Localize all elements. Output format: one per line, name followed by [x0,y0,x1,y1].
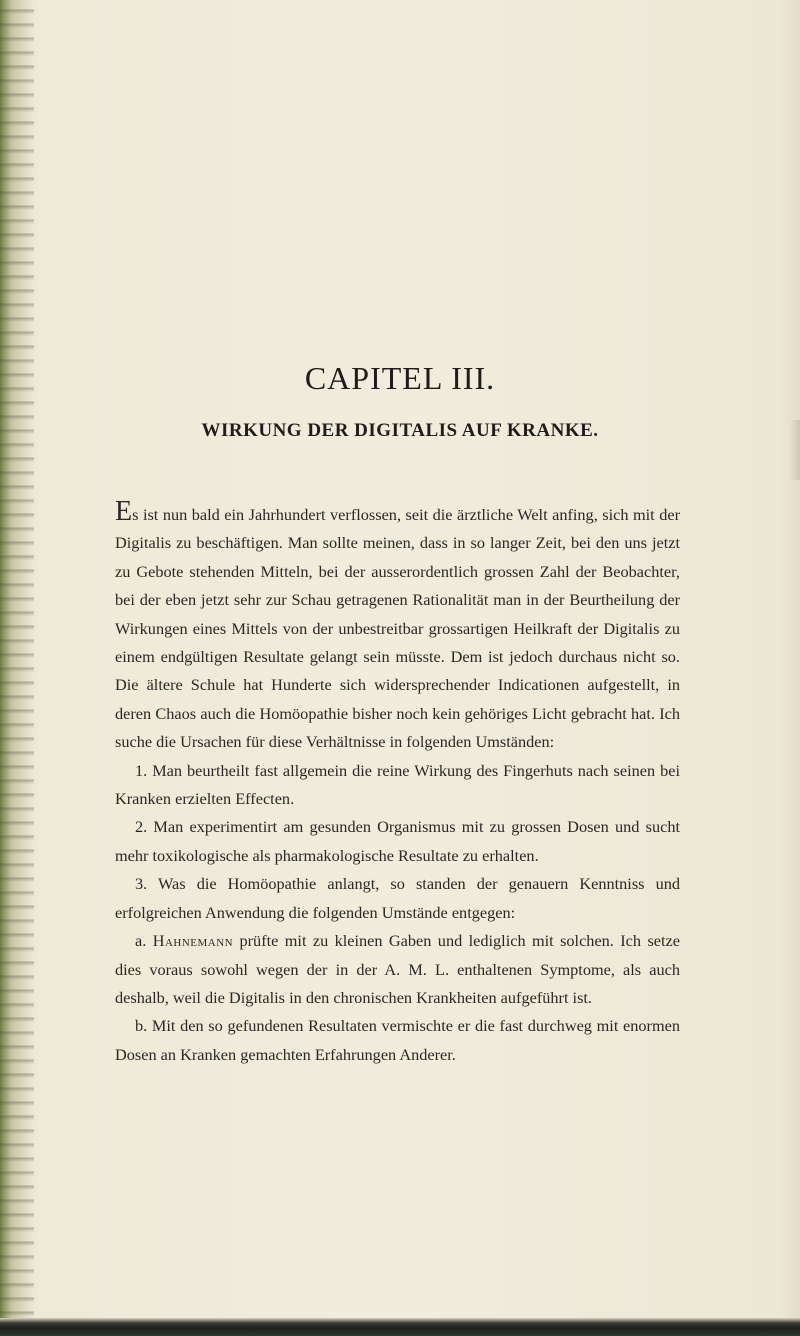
chapter-title: CAPITEL III. [304,360,496,396]
book-binding-edge [0,0,34,1336]
chapter-body [115,498,680,1069]
list-item-3a-prefix: a. [135,931,147,951]
book-bottom-edge [0,1318,800,1336]
list-item-1: 1. Man beurtheilt fast allgemein die reine Wirkung des Fingerhuts nach seinen bei Kranken erzielten Effecten. [115,760,680,809]
list-item-2: 2. Man experimentirt am gesunden Organismus mit zu grossen Dosen und sucht mehr toxikologische als pharmakologische Resultate zu erhalten. [115,817,680,865]
list-item-3a [115,927,680,1012]
intro-text: s ist nun bald ein Jahrhundert verflossen, seit die ärztliche Welt anfing, sich mit der Digitalis zu beschäftigen. Man sollte meinen, dass in so langer Zeit, bei den uns jetzt zu Gebote stehenden Mitteln, bei der ausserordentlich grossen Zahl der Beobachter, bei der eben jetzt sehr zur Schau getragenen Rationalität man in der Beurtheilung der Wirkungen eines Mittels von der unbestreitbar grossartigen Heilkraft der Digitalis zu einem endgültigen Resultate gelangt sein müsste. Dem ist jedoch durchaus nicht so. Die ältere Schule hat Hunderte sich widersprechender Indicationen aufgestellt, in deren Chaos auch die Homöopathie bisher noch kein gehöriges Licht gebracht hat. Ich suche die Ursachen für diese Verhältnisse in folgenden Umständen: [115,505,680,752]
author-name: Hahnemann [152,931,234,951]
list-item-3: 3. Was die Homöopathie anlangt, so standen der genauern Kenntniss und erfolgreichen Anwendung die folgenden Umstände entgegen: [115,874,680,922]
list-item-3a-text: prüfte mit zu kleinen Gaben und lediglich mit solchen. Ich setze dies voraus sowohl wegen der in der A. M. L. enthaltenen Symptome, als auch deshalb, weil die Digitalis in den chronischen Krankheiten aufgeführt ist. [115,931,680,1007]
initial-letter: E [115,496,133,527]
list-item-3b: b. Mit den so gefundenen Resultaten vermischte er die fast durchweg mit enormen Dosen an Kranken gemachten Erfahrungen Anderer. [115,1016,680,1064]
chapter-subtitle: WIRKUNG DER DIGITALIS AUF KRANKE. [201,420,599,441]
intro-paragraph [115,498,680,757]
